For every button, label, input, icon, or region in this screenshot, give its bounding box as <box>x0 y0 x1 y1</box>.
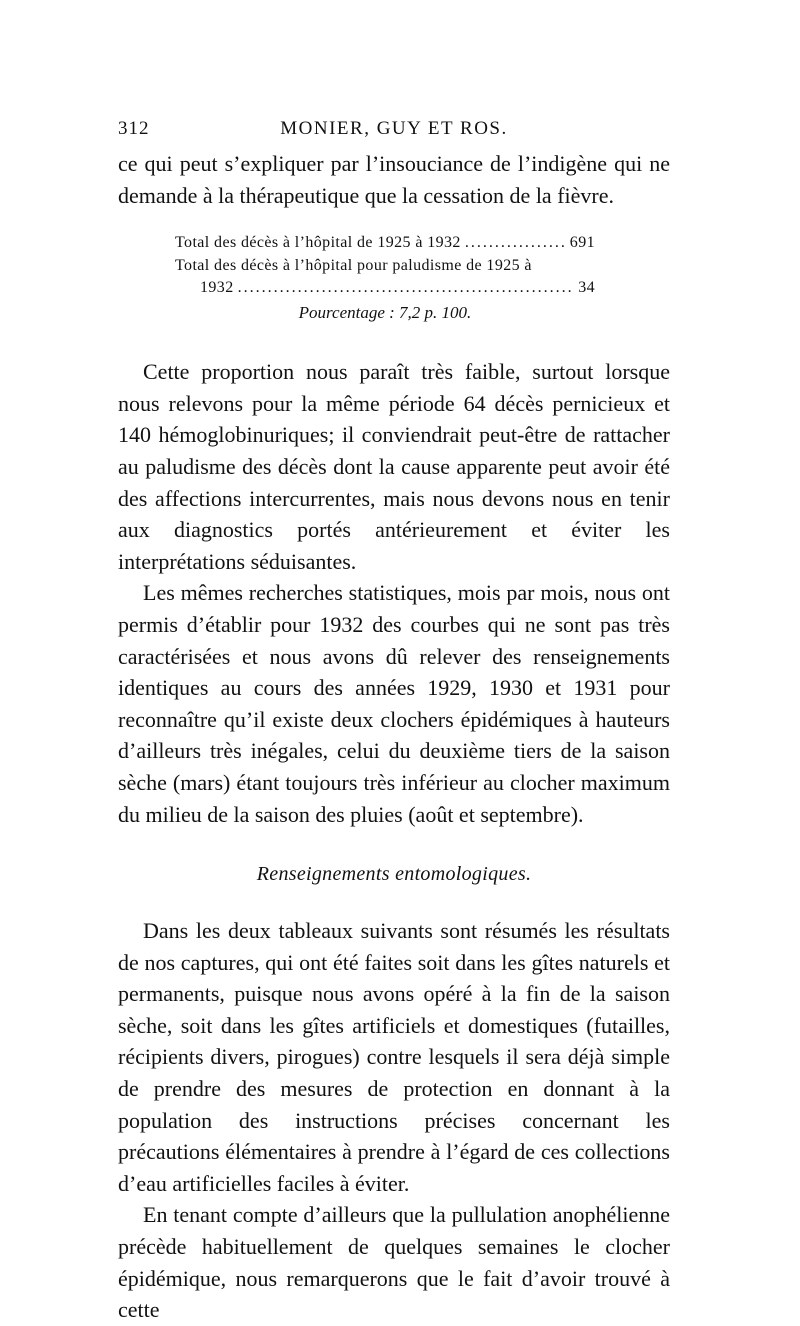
mortality-statistics <box>118 232 595 324</box>
stat-row-malaria-deaths-label <box>175 255 595 278</box>
body-paragraph: Dans les deux tableaux suivants sont résumés les résultats de nos captures, qui ont été faites soit dans les gîtes naturels et permanents, puisque nous avons opéré à la fin de la saison sèche, soit dans les gîtes artificiels et domestiques (futailles, récipients divers, pirogues) contre lesquels il sera déjà simple de prendre des mesures de protection en donnant à la population des instructions précises concernant les précautions élémentaires à prendre à l’égard de ces collections d’eau artificielles faciles à éviter. <box>118 918 670 1196</box>
dot-leader <box>238 277 573 300</box>
document-page <box>118 114 670 1326</box>
body-paragraph: En tenant compte d’ailleurs que la pullulation anophélienne précède habituellement de quelques semaines le clocher épidémique, nous remarquerons que le fait d’avoir trouvé à cette <box>118 1202 670 1323</box>
stat-value: 691 <box>569 234 595 252</box>
section-heading: Renseignements entomologiques. <box>256 863 532 886</box>
stat-label: Total des décès à l’hôpital pour paludisme de 1925 à <box>175 256 532 274</box>
running-header <box>118 114 670 148</box>
stat-value: 34 <box>578 279 595 297</box>
intro-paragraph: ce qui peut s’expliquer par l’insouciance de l’indigène qui ne demande à la thérapeutique que la cessation de la fièvre. <box>118 151 670 208</box>
stat-row-total-deaths <box>175 232 595 255</box>
percentage-line: Pourcentage : 7,2 p. 100. <box>298 302 472 322</box>
stat-label: Total des décès à l’hôpital de 1925 à 1932 <box>175 234 461 252</box>
dot-leader <box>465 232 566 255</box>
page-number: 312 <box>118 118 150 139</box>
stat-row-malaria-deaths <box>175 277 595 300</box>
stat-label-continued: 1932 <box>200 279 234 297</box>
body-paragraph: Les mêmes recherches statistiques, mois par mois, nous ont permis d’établir pour 1932 des courbes qui ne sont pas très caractérisées et nous avons dû relever des renseignements identiques au cours des années 1929, 1930 et 1931 pour reconnaître qu’il existe deux clochers épidémiques à hauteurs d’ailleurs très inégales, celui du deuxième tiers de la saison sèche (mars) étant toujours très inférieur au clocher maximum du milieu de la saison des pluies (août et septembre). <box>118 580 670 827</box>
running-title: MONIER, GUY ET ROS. <box>280 118 508 139</box>
body-paragraph: Cette proportion nous paraît très faible, surtout lorsque nous relevons pour la même période 64 décès pernicieux et 140 hémoglobinuriques; il conviendrait peut-être de rattacher au paludisme des décès dont la cause apparente peut avoir été des affections intercurrentes, mais nous devons nous en tenir aux diagnostics portés antérieurement et éviter les interprétations séduisantes. <box>118 359 670 574</box>
